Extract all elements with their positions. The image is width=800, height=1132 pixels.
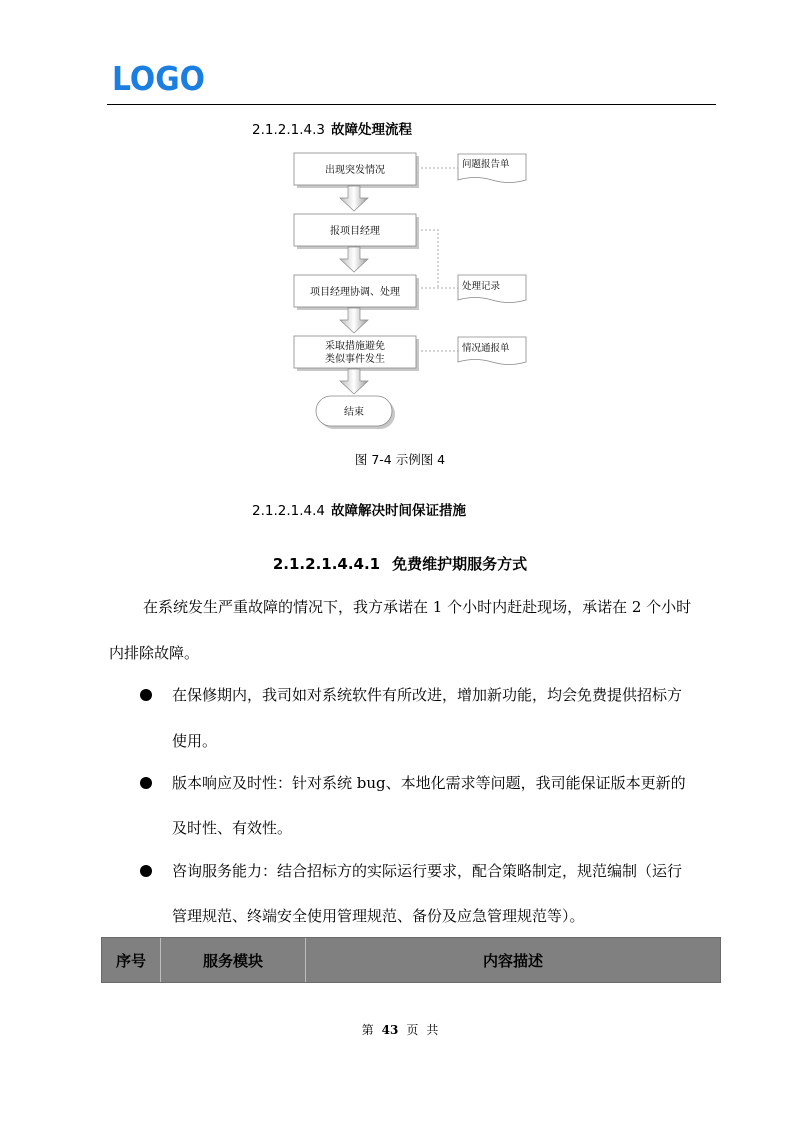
logo-text: LOGO: [112, 62, 205, 94]
flow-step-4-line1: 采取措施避免: [325, 341, 385, 352]
paragraph-line: 在系统发生严重故障的情况下，我方承诺在 1 个小时内赶赴现场，承诺在 2 个小时: [143, 598, 692, 616]
section-number: 2.1.2.1.4.4: [252, 503, 325, 519]
page-number: 43: [381, 1023, 399, 1037]
document-handling-record: 处理记录: [462, 281, 501, 292]
bullet-item-line: 使用。: [172, 732, 218, 750]
footer-prefix: 第: [361, 1023, 374, 1037]
document-problem-report: 问题报告单: [462, 159, 510, 170]
header-rule: [107, 104, 716, 105]
bullet-item-line: 咨询服务能力：结合招标方的实际运行要求，配合策略制定，规范编制（运行: [172, 862, 683, 880]
service-table-header: [101, 937, 721, 983]
document-situation-notice: 情况通报单: [462, 343, 510, 354]
section-heading-fault-process: [252, 118, 412, 138]
flow-step-4-line2: 类似事件发生: [325, 354, 385, 365]
flow-step-3: 项目经理协调、处理: [310, 287, 400, 298]
logo: [112, 62, 212, 94]
bullet-item-line: 在保修期内，我司如对系统软件有所改进，增加新功能，均会免费提供招标方: [172, 686, 683, 704]
bullet-item-line: 版本响应及时性：针对系统 bug、本地化需求等问题，我司能保证版本更新的: [172, 774, 686, 792]
section-title: 故障处理流程: [331, 122, 412, 138]
column-header-module: 服务模块: [161, 938, 306, 982]
footer-suffix: 页: [406, 1023, 419, 1037]
flow-end-label: 结束: [344, 407, 364, 418]
section-heading-free-maintenance: [0, 553, 800, 574]
section-number: 2.1.2.1.4.4.1: [272, 555, 381, 573]
section-title: 免费维护期服务方式: [392, 555, 528, 573]
section-number: 2.1.2.1.4.3: [252, 122, 325, 138]
paragraph-line: 内排除故障。: [109, 644, 200, 662]
fault-flowchart: [288, 148, 538, 438]
section-title: 故障解决时间保证措施: [331, 503, 466, 519]
bullet-dot-icon: [140, 777, 152, 789]
section-heading-resolution-time: [252, 499, 466, 519]
bullet-item-line: 及时性、有效性。: [172, 819, 293, 837]
bullet-dot-icon: [140, 689, 152, 701]
connectors: [413, 168, 458, 351]
flow-step-1: 出现突发情况: [325, 165, 385, 176]
page-footer: [0, 1021, 800, 1038]
bullet-item-line: 管理规范、终端安全使用管理规范、备份及应急管理规范等）。: [172, 907, 585, 925]
figure-caption: 图 7-4 示例图 4: [354, 452, 446, 467]
column-header-index: 序号: [102, 938, 161, 982]
column-header-description: 内容描述: [482, 951, 543, 970]
flow-step-2: 报项目经理: [330, 226, 380, 237]
bullet-dot-icon: [140, 865, 152, 877]
footer-total-label: 共: [426, 1023, 439, 1037]
